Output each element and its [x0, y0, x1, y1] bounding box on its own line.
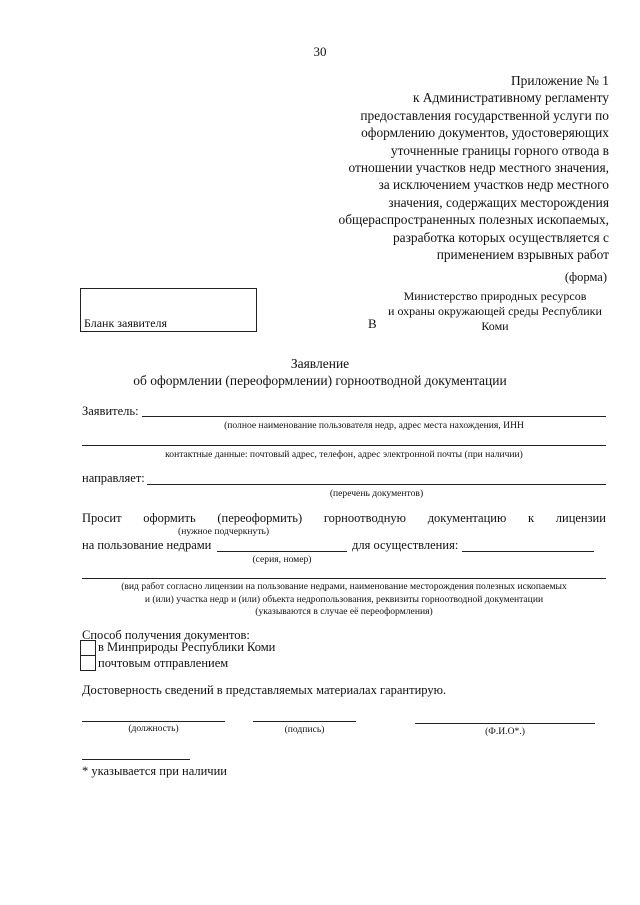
signature-caption: (подпись) — [284, 724, 325, 735]
title-line: Заявление — [290, 356, 350, 371]
appendix-line: разработка которых осуществляется с — [392, 229, 609, 245]
appendix-line: за исключением участков недр местного — [378, 177, 609, 193]
work-caption-line: (указываются в случае её переоформления) — [255, 606, 433, 617]
appendix-header — [279, 72, 609, 263]
license-series-line[interactable] — [217, 551, 347, 552]
request-line — [82, 511, 606, 526]
receipt-option-mail-label: почтовым отправлением — [98, 656, 229, 670]
work-caption-line: (вид работ согласно лицензии на пользование недрами, наименование месторождения полезных ископаемых — [121, 581, 567, 592]
addressee-prefix: В — [368, 316, 377, 331]
appendix-line: значения, содержащих месторождения — [388, 194, 609, 210]
title-line: об оформлении (переоформлении) горноотводной документации — [133, 373, 507, 388]
contacts-line[interactable] — [82, 445, 606, 446]
page-number: 30 — [313, 44, 327, 59]
receipt-option-ministry-checkbox[interactable] — [80, 640, 96, 656]
addressee-line: Коми — [481, 319, 509, 333]
guarantee-text: Достоверность сведений в представляемых материалах гарантирую. — [82, 683, 447, 697]
request-word: (переоформить) — [217, 511, 303, 525]
applicant-label: Заявитель: — [82, 404, 139, 418]
appendix-line: общераспространенных полезных ископаемых, — [338, 212, 609, 228]
receipt-option-ministry-label: в Минприроды Республики Коми — [98, 640, 276, 654]
position-caption: (должность) — [128, 723, 179, 734]
request-word: Просит — [82, 511, 122, 525]
purpose-line[interactable] — [462, 551, 594, 552]
work-caption-line: и (или) участка недр и (или) объекта недропользования, реквизиты горноотводной документации — [144, 593, 544, 605]
appendix-line: применением взрывных работ — [436, 247, 609, 263]
applicant-caption: (полное наименование пользователя недр, адрес места нахождения, ИНН — [224, 420, 524, 431]
full-name-line[interactable] — [415, 723, 595, 724]
request-word: горноотводную — [323, 511, 406, 525]
appendix-line: предоставления государственной услуги по — [360, 107, 609, 123]
documents-line[interactable] — [147, 484, 606, 485]
underline-note: (нужное подчеркнуть) — [178, 526, 270, 537]
request-word: к — [528, 511, 535, 525]
subsoil-use-label: на пользование недрами — [82, 538, 212, 552]
applicant-line[interactable] — [142, 416, 606, 417]
receipt-option-mail-checkbox[interactable] — [80, 655, 96, 671]
appendix-line: оформлению документов, удостоверяющих — [361, 125, 609, 141]
full-name-caption: (Ф.И.О*.) — [485, 726, 525, 737]
form-note: (форма) — [564, 270, 607, 284]
appendix-line: Приложение № 1 — [510, 73, 609, 88]
signature-line[interactable] — [253, 721, 356, 722]
addressee-line: и охраны окружающей среды Республики — [388, 304, 602, 318]
documents-caption: (перечень документов) — [329, 488, 424, 499]
appendix-line: отношении участков недр местного значения, — [348, 160, 609, 176]
footnote: * указывается при наличии — [82, 764, 227, 778]
request-word: лицензии — [555, 511, 606, 525]
series-caption: (серия, номер) — [252, 554, 312, 565]
appendix-line: уточненные границы горного отвода в — [390, 142, 609, 158]
addressee — [380, 289, 610, 334]
footnote-separator — [82, 759, 190, 760]
receipt-heading: Способ получения документов: — [82, 628, 250, 642]
addressee-line: Министерство природных ресурсов — [403, 289, 587, 303]
position-line[interactable] — [82, 721, 225, 722]
appendix-line: к Административному регламенту — [412, 90, 609, 106]
contacts-caption: контактные данные: почтовый адрес, телефон, адрес электронной почты (при наличии) — [165, 449, 523, 460]
request-word: документацию — [427, 511, 507, 525]
work-type-caption — [82, 581, 606, 619]
sends-label: направляет: — [82, 471, 145, 485]
document-title — [0, 355, 640, 389]
work-type-line[interactable] — [82, 578, 606, 579]
purpose-label: для осуществления: — [352, 538, 459, 552]
applicant-blank-label: Бланк заявителя — [84, 316, 168, 330]
request-word: оформить — [143, 511, 196, 525]
